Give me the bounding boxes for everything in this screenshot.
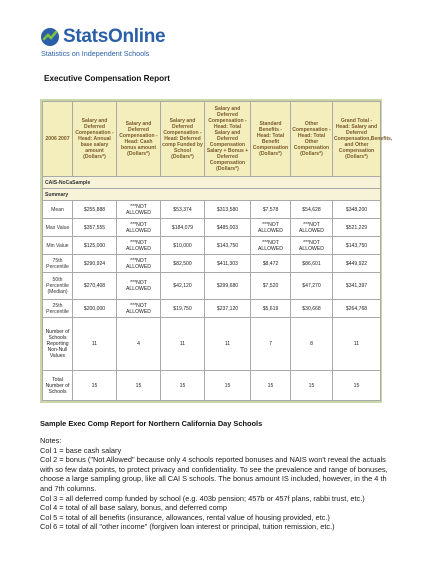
table-cell: $42,120 xyxy=(161,273,205,300)
note-line: Col 5 = total of all benefits (insurance, allowances, rental value of housing provided, etc.) xyxy=(40,512,330,522)
table-cell: $264,768 xyxy=(333,300,381,318)
header-cell: Salary and Deferred Compensation - Head: Deferred comp Funded by School (Dollars*) xyxy=(161,102,205,177)
table-row xyxy=(43,237,381,255)
table-cell: $30,668 xyxy=(291,300,333,318)
table-cell: $299,680 xyxy=(205,273,251,300)
table-cell: $10,000 xyxy=(161,237,205,255)
note-line: Col 3 = all deferred comp funded by school (e.g. 403b pension; 457b or 457f plans, rabbi trust, etc.) xyxy=(40,493,365,503)
table-cell: $485,003 xyxy=(205,219,251,237)
table-cell: ***NOT ALLOWED xyxy=(251,237,291,255)
table-cell: ***NOT ALLOWED xyxy=(117,255,161,273)
note-line: Col 4 = total of all base salary, bonus, and deferred comp xyxy=(40,503,227,513)
table-cell: ***NOT ALLOWED xyxy=(117,237,161,255)
row-label: Mean xyxy=(43,201,73,219)
table-cell: 15 xyxy=(205,371,251,401)
table-cell: $290,924 xyxy=(73,255,117,273)
summary-label: Summary xyxy=(43,189,381,201)
table-cell: $184,079 xyxy=(161,219,205,237)
compensation-table-frame xyxy=(40,99,393,403)
table-cell: ***NOT ALLOWED xyxy=(117,300,161,318)
table-cell: $449,922 xyxy=(333,255,381,273)
note-line: Col 1 = base cash salary xyxy=(40,445,122,455)
sample-report-title: Sample Exec Comp Report for Northern California Day Schools xyxy=(40,419,263,428)
table-cell: 15 xyxy=(73,371,117,401)
table-cell: $270,408 xyxy=(73,273,117,300)
notes-block xyxy=(40,436,400,532)
logo-mark-icon xyxy=(40,27,60,47)
table-row xyxy=(43,273,381,300)
table-row xyxy=(43,300,381,318)
statsonline-logo xyxy=(40,26,240,62)
table-row xyxy=(43,371,381,401)
report-title: Executive Compensation Report xyxy=(44,74,171,83)
row-label: Max Value xyxy=(43,219,73,237)
table-cell: $348,200 xyxy=(333,201,381,219)
table-cell: ***NOT ALLOWED xyxy=(291,219,333,237)
table-cell: ***NOT ALLOWED xyxy=(117,201,161,219)
table-row xyxy=(43,219,381,237)
table-cell: $411,303 xyxy=(205,255,251,273)
row-label: 50th Percentile (Median) xyxy=(43,273,73,300)
table-cell: 15 xyxy=(161,371,205,401)
header-cell: Grand Total - Head: Salary and Deferred Compensation,Benefits, and Other Compensation (Dollars*) xyxy=(333,102,381,177)
section-row xyxy=(43,177,381,189)
note-line: Col 2 = bonus ("Not Allowed" because only 4 schools reported bonuses and NAIS won't reveal the actuals with so few data points, to protect privacy and confidentiality. To see the prevalence and range of bonuses, choose a large sampling group, like all CAI S schools. The bonus amount IS included, however, in the 4 th and 7th columns. xyxy=(40,455,388,493)
table-cell: 4 xyxy=(117,318,161,371)
table-cell: $54,628 xyxy=(291,201,333,219)
table-cell: ***NOT ALLOWED xyxy=(291,237,333,255)
header-cell: Salary and Deferred Compensation - Head: Cash bonus amount (Dollars*) xyxy=(117,102,161,177)
table-cell: $86,601 xyxy=(291,255,333,273)
table-row xyxy=(43,318,381,371)
logo-tagline: Statistics on Independent Schools xyxy=(41,49,150,58)
header-row xyxy=(43,102,381,177)
header-cell: Salary and Deferred Compensation - Head: Total Salary and Deferred Compensation Salary + Bonus + Deferred Compensation (Dollars*) xyxy=(205,102,251,177)
table-cell: $7,520 xyxy=(251,273,291,300)
table-cell: $521,229 xyxy=(333,219,381,237)
table-cell: $341,397 xyxy=(333,273,381,300)
table-cell: 15 xyxy=(333,371,381,401)
header-cell: Other Compensation - Head: Total Other Compensation (Dollars*) xyxy=(291,102,333,177)
table-cell: $7,578 xyxy=(251,201,291,219)
note-line: Col 6 = total of all "other income" (forgiven loan interest or principal, tuition remission, etc.) xyxy=(40,522,335,532)
table-cell: 15 xyxy=(251,371,291,401)
compensation-table xyxy=(42,101,393,401)
notes-heading: Notes: xyxy=(40,436,62,445)
table-cell: $143,750 xyxy=(205,237,251,255)
table-cell: $200,000 xyxy=(73,300,117,318)
logo-name: StatsOnline xyxy=(63,26,166,47)
table-cell: 8 xyxy=(291,318,333,371)
table-cell: $313,580 xyxy=(205,201,251,219)
table-cell: $47,270 xyxy=(291,273,333,300)
table-cell: 15 xyxy=(291,371,333,401)
table-cell: $5,619 xyxy=(251,300,291,318)
table-cell: $357,555 xyxy=(73,219,117,237)
table-cell: 11 xyxy=(333,318,381,371)
table-cell: ***NOT ALLOWED xyxy=(251,219,291,237)
header-cell: Salary and Deferred Compensation - Head: Annual base salary amount (Dollars*) xyxy=(73,102,117,177)
table-cell: 15 xyxy=(117,371,161,401)
row-label: Min Value xyxy=(43,237,73,255)
row-label: Total Number of Schools xyxy=(43,371,73,401)
row-label: Number of Schools Reporting Non-Null Values xyxy=(43,318,73,371)
header-cell: Standard Benefits - Head: Total Benefit Compensation (Dollars*) xyxy=(251,102,291,177)
table-cell: $82,500 xyxy=(161,255,205,273)
header-cell: 2006 2007 xyxy=(43,102,73,177)
table-row xyxy=(43,201,381,219)
table-cell: $8,472 xyxy=(251,255,291,273)
table-cell: ***NOT ALLOWED xyxy=(117,273,161,300)
table-cell: $53,374 xyxy=(161,201,205,219)
row-label: 75th Percentile xyxy=(43,255,73,273)
table-cell: $237,120 xyxy=(205,300,251,318)
table-cell: 11 xyxy=(161,318,205,371)
summary-row xyxy=(43,189,381,201)
row-label: 25th Percentile xyxy=(43,300,73,318)
table-cell: ***NOT ALLOWED xyxy=(117,219,161,237)
table-cell: 7 xyxy=(251,318,291,371)
table-cell: 11 xyxy=(73,318,117,371)
section-label: CAIS-NoCaSample xyxy=(43,177,381,189)
table-cell: $255,888 xyxy=(73,201,117,219)
table-cell: $19,750 xyxy=(161,300,205,318)
table-cell: 11 xyxy=(205,318,251,371)
table-row xyxy=(43,255,381,273)
table-cell: $125,000 xyxy=(73,237,117,255)
table-cell: $143,750 xyxy=(333,237,381,255)
